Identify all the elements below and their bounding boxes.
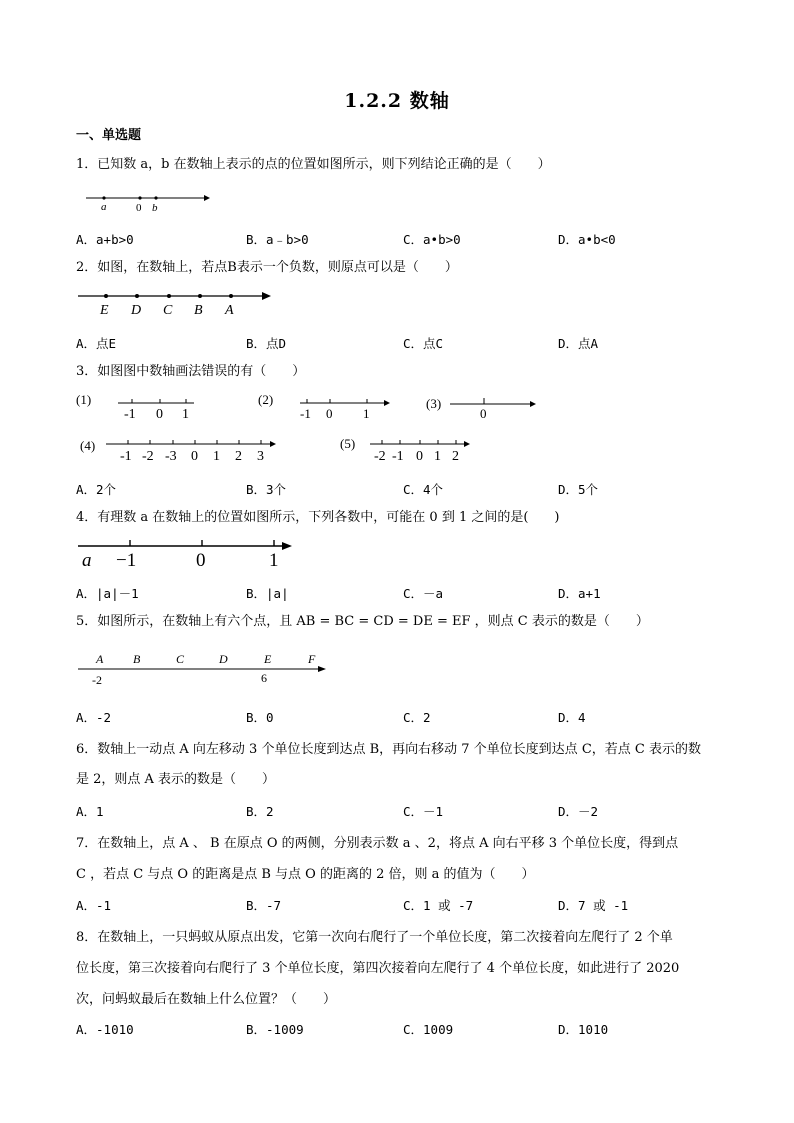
q8-option-c[interactable]: C．1009 [403,1022,454,1037]
q6-option-a[interactable]: A．1 [76,804,104,819]
q2-label-a: A [225,303,234,318]
q3-tag-1: (1) [76,392,92,407]
q5-label-d: D [219,652,228,666]
q4-option-d[interactable]: D．a+1 [558,586,601,601]
q4-option-a[interactable]: A．|a|－1 [76,586,139,601]
q2-label-e: E [100,303,109,318]
q5-option-b[interactable]: B．0 [246,710,274,725]
question-4-number-line [76,536,300,570]
question-8-stem-line-1: 8．在数轴上，一只蚂蚁从原点出发，它第一次向右爬行了一个单位长度，第二次接着向左爬行了 2 个单 [76,930,673,945]
q3-option-a[interactable]: A．2个 [76,482,117,497]
question-1-number-line [80,188,220,214]
section-heading: 一、单选题 [76,128,142,143]
q3-axis4-0: 0 [191,449,198,464]
q3-tag-5: (5) [340,436,356,451]
q5-option-a[interactable]: A．-2 [76,710,112,725]
q3-axis2-1: 1 [363,406,370,421]
q3-axis5-1: 1 [434,449,441,464]
q3-tag-4: (4) [80,438,96,453]
q3-axis2-neg1: -1 [300,406,311,421]
question-7-stem-line-2: C ，若点 C 与点 O 的距离是点 B 与点 O 的距离的 2 倍，则 a 的值为（ ） [76,867,535,882]
q6-option-c[interactable]: C．－1 [403,804,444,819]
question-8-stem-line-2: 位长度，第三次接着向右爬行了 3 个单位长度，第四次接着向左爬行了 4 个单位长度，如此进行了 2020 [76,961,680,976]
question-2-number-line [76,288,276,320]
q3-axis1-0: 0 [156,407,163,422]
q7-option-d[interactable]: D．7 或 -1 [558,898,629,913]
q4-label-a: a [82,550,92,570]
question-2-stem: 2．如图，在数轴上，若点B表示一个负数，则原点可以是（ ） [76,260,458,275]
question-1-stem: 1．已知数 a，b 在数轴上表示的点的位置如图所示，则下列结论正确的是（ ） [76,157,551,172]
q2-label-b: B [194,303,203,318]
q3-axis4-3: 3 [257,449,264,464]
question-3-stem: 3．如图图中数轴画法错误的有（ ） [76,364,306,379]
q3-axis2-0: 0 [326,406,333,421]
q5-label-e: E [264,652,272,666]
q4-label-0: 0 [196,550,206,570]
question-5-stem: 5．如图所示，在数轴上有六个点，且 AB = BC = CD = DE = EF ，则点 C 表示的数是（ ） [76,614,649,629]
q3-tag-2: (2) [258,392,274,407]
q5-label-a: A [96,652,104,666]
q5-label-c: C [176,652,185,666]
question-6-stem-line-2: 是 2，则点 A 表示的数是（ ） [76,772,276,787]
q8-option-a[interactable]: A．-1010 [76,1022,134,1037]
q1-label-b: b [152,202,158,214]
q2-option-c[interactable]: C．点C [403,336,444,351]
q4-label-neg1: −1 [116,550,137,570]
question-6-stem-line-1: 6．数轴上一动点 A 向左移动 3 个单位长度到达点 B，再向右移动 7 个单位长度到达点 C，若点 C 表示的数 [76,742,701,757]
q5-number-neg2: -2 [92,673,102,687]
question-8-stem-line-3: 次，问蚂蚁最后在数轴上什么位置？（ ） [76,992,337,1007]
q3-axis5-0: 0 [416,449,423,464]
q2-option-d[interactable]: D．点A [558,336,599,351]
q3-axis4-neg3: -3 [165,449,177,464]
q2-option-b[interactable]: B．点D [246,336,287,351]
q4-option-c[interactable]: C．－a [403,586,444,601]
q5-label-f: F [308,652,316,666]
q2-label-c: C [163,303,173,318]
q3-axis4-1: 1 [213,449,220,464]
question-3-figures [76,388,556,468]
q3-tag-3: (3) [426,396,442,411]
q5-option-d[interactable]: D．4 [558,710,586,725]
q3-option-b[interactable]: B．3个 [246,482,287,497]
q3-axis5-2: 2 [452,449,459,464]
q3-axis4-neg1: -1 [120,449,132,464]
q3-option-d[interactable]: D．5个 [558,482,599,497]
q7-option-c[interactable]: C．1 或 -7 [403,898,474,913]
q3-axis1-neg1: -1 [124,407,136,422]
q5-number-6: 6 [261,671,267,685]
q1-option-c[interactable]: C．a•b>0 [403,232,461,247]
q7-option-a[interactable]: A．-1 [76,898,112,913]
question-4-stem: 4．有理数 a 在数轴上的位置如图所示，下列各数中，可能在 0 到 1 之间的是( ) [76,510,560,525]
q1-label-a: a [101,201,107,213]
q1-option-d[interactable]: D．a•b<0 [558,232,616,247]
q2-option-a[interactable]: A．点E [76,336,117,351]
q3-axis5-neg1: -1 [392,449,404,464]
q6-option-d[interactable]: D．－2 [558,804,599,819]
q4-label-1: 1 [269,550,279,570]
q2-label-d: D [131,303,142,318]
q3-axis4-neg2: -2 [142,449,154,464]
question-7-stem-line-1: 7．在数轴上，点 A 、 B 在原点 O 的两侧，分别表示数 a 、2，将点 A 向右平移 3 个单位长度，得到点 [76,836,679,851]
q3-axis1-1: 1 [182,407,189,422]
q3-axis3-0: 0 [480,406,487,421]
q3-axis5-neg2: -2 [374,449,386,464]
page-title: 1.2.2 数轴 [344,90,450,112]
q1-label-0: 0 [136,202,142,214]
q8-option-d[interactable]: D．1010 [558,1022,609,1037]
q3-axis4-2: 2 [235,449,242,464]
q1-option-a[interactable]: A．a+b>0 [76,232,134,247]
q5-label-b: B [133,652,141,666]
q7-option-b[interactable]: B．-7 [246,898,282,913]
question-5-number-line [76,648,336,690]
q3-option-c[interactable]: C．4个 [403,482,444,497]
q8-option-b[interactable]: B．-1009 [246,1022,304,1037]
q4-option-b[interactable]: B．|a| [246,586,289,601]
q1-option-b[interactable]: B．a﹣b>0 [246,232,309,247]
q6-option-b[interactable]: B．2 [246,804,274,819]
q5-option-c[interactable]: C．2 [403,710,431,725]
